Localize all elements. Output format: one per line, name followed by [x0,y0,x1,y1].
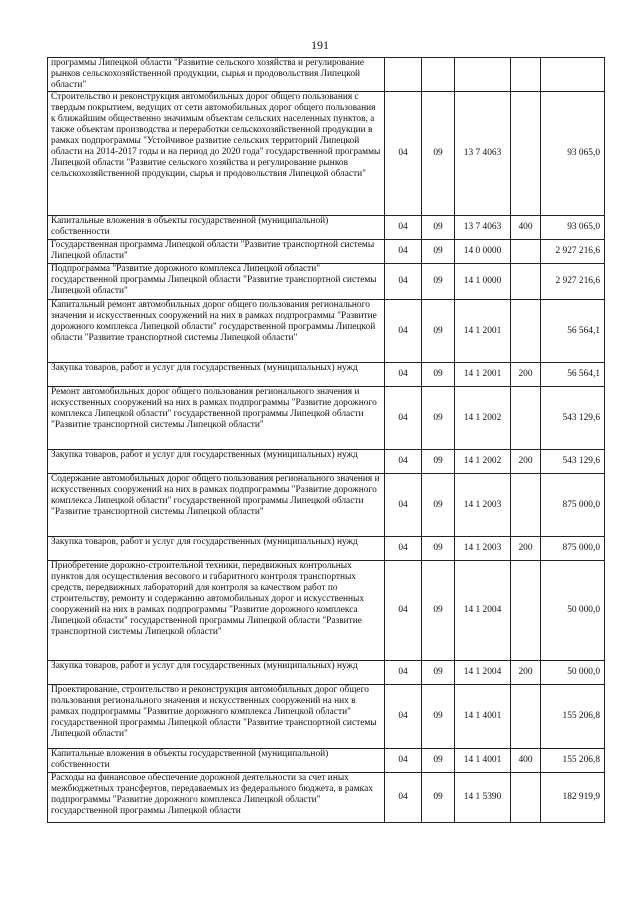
amount: 50 000,0 [541,561,605,661]
table-row [48,561,605,661]
amount: 56 564,1 [541,300,605,363]
expense-name: программы Липецкой области "Развитие сельского хозяйства и регулирование рынков сельскохозяйственной продукции, сырья и продовольствия Липецкой области" [48,58,385,92]
section-code: 04 [385,749,422,773]
article-code [455,58,511,92]
table-row [48,537,605,561]
subsection-code: 09 [422,474,455,537]
article-code: 14 1 2001 [455,363,511,387]
amount: 543 129,6 [541,387,605,450]
table-row [48,363,605,387]
subsection-code: 09 [422,450,455,474]
subsection-code: 09 [422,537,455,561]
subsection-code: 09 [422,264,455,300]
subsection-code: 09 [422,240,455,264]
amount: 543 129,6 [541,450,605,474]
table-row [48,300,605,363]
subsection-code [422,58,455,92]
subsection-code: 09 [422,300,455,363]
expense-name: Капитальные вложения в объекты государственной (муниципальной) собственности [48,749,385,773]
expense-type-code [511,474,541,537]
expense-type-code [511,561,541,661]
page-number: 191 [311,38,329,52]
article-code: 14 1 2002 [455,387,511,450]
amount: 93 065,0 [541,216,605,240]
amount: 50 000,0 [541,661,605,685]
section-code [385,58,422,92]
expense-name: Подпрограмма "Развитие дорожного комплекса Липецкой области" государственной программы Липецкой области "Развитие транспортной системы Липецкой области" [48,264,385,300]
table-row [48,685,605,749]
subsection-code: 09 [422,216,455,240]
expense-type-code [511,387,541,450]
section-code: 04 [385,92,422,216]
table-row [48,240,605,264]
article-code: 14 1 2003 [455,474,511,537]
expense-type-code [511,92,541,216]
table-row [48,474,605,537]
table-row [48,92,605,216]
budget-table [47,57,605,823]
expense-type-code [511,300,541,363]
expense-type-code: 200 [511,450,541,474]
subsection-code: 09 [422,685,455,749]
article-code: 14 1 2004 [455,661,511,685]
expense-name: Ремонт автомобильных дорог общего пользования регионального значения и искусственных сооружений на них в рамках подпрограммы "Развитие дорожного комплекса Липецкой области" государственной программы Липецкой области "Развитие транспортной системы Липецкой области" [48,387,385,450]
article-code: 13 7 4063 [455,92,511,216]
amount: 155 206,8 [541,749,605,773]
amount: 875 000,0 [541,474,605,537]
article-code: 14 1 4001 [455,749,511,773]
expense-name: Государственная программа Липецкой области "Развитие транспортной системы Липецкой области" [48,240,385,264]
section-code: 04 [385,561,422,661]
table-row [48,264,605,300]
section-code: 04 [385,363,422,387]
expense-type-code: 200 [511,661,541,685]
article-code: 14 1 2001 [455,300,511,363]
article-code: 14 1 0000 [455,264,511,300]
expense-type-code [511,264,541,300]
section-code: 04 [385,300,422,363]
subsection-code: 09 [422,749,455,773]
expense-type-code: 200 [511,537,541,561]
amount: 56 564,1 [541,363,605,387]
table-row [48,773,605,823]
section-code: 04 [385,537,422,561]
expense-name: Закупка товаров, работ и услуг для государственных (муниципальных) нужд [48,661,385,685]
amount: 93 065,0 [541,92,605,216]
subsection-code: 09 [422,773,455,823]
subsection-code: 09 [422,561,455,661]
expense-name: Закупка товаров, работ и услуг для государственных (муниципальных) нужд [48,450,385,474]
section-code: 04 [385,773,422,823]
section-code: 04 [385,240,422,264]
section-code: 04 [385,264,422,300]
section-code: 04 [385,474,422,537]
expense-name: Проектирование, строительство и реконструкция автомобильных дорог общего пользования регионального значения и искусственных сооружений на них в рамках подпрограммы "Развитие дорожного комплекса Липецкой области" государственной программы Липецкой области "Развитие транспортной системы Липецкой области" [48,685,385,749]
amount [541,58,605,92]
article-code: 14 1 4001 [455,685,511,749]
table-row [48,661,605,685]
amount: 2 927 216,6 [541,264,605,300]
expense-name: Приобретение дорожно-строительной техники, передвижных контрольных пунктов для осуществления весового и габаритного контроля транспортных средств, передвижных лабораторий для контроля за качеством работ по строительству, ремонту и содержанию автомобильных дорог и искусственных сооружений на них в рамках подпрограммы "Развитие дорожного комплекса Липецкой области" государственной программы Липецкой области "Развитие транспортной системы Липецкой области" [48,561,385,661]
expense-type-code [511,58,541,92]
expense-name: Расходы на финансовое обеспечение дорожной деятельности за счет иных межбюджетных трансфертов, передаваемых из федерального бюджета, в рамках подпрограммы "Развитие дорожного комплекса Липецкой области" государственной программы Липецкой области [48,773,385,823]
section-code: 04 [385,661,422,685]
expense-type-code: 200 [511,363,541,387]
article-code: 14 1 2002 [455,450,511,474]
table-row [48,450,605,474]
subsection-code: 09 [422,363,455,387]
section-code: 04 [385,685,422,749]
subsection-code: 09 [422,661,455,685]
article-code: 13 7 4063 [455,216,511,240]
article-code: 14 1 2003 [455,537,511,561]
expense-name: Закупка товаров, работ и услуг для государственных (муниципальных) нужд [48,537,385,561]
expense-name: Строительство и реконструкция автомобильных дорог общего пользования с твердым покрытием, ведущих от сети автомобильных дорог общего пользования к ближайшим общественно значимым объектам сельских населенных пунктов, а также объектам производства и переработки сельскохозяйственной продукции в рамках подпрограммы "Устойчивое развитие сельских территорий Липецкой области на 2014-2017 годы и на период до 2020 года" государственной программы Липецкой области "Развитие сельского хозяйства и регулирование рынков сельскохозяйственной продукции, сырья и продовольствия Липецкой области" [48,92,385,216]
expense-type-code [511,773,541,823]
expense-type-code [511,685,541,749]
table-row [48,749,605,773]
table-row [48,387,605,450]
article-code: 14 1 2004 [455,561,511,661]
expense-name: Содержание автомобильных дорог общего пользования регионального значения и искусственных сооружений на них в рамках подпрограммы "Развитие дорожного комплекса Липецкой области" государственной программы Липецкой области "Развитие транспортной системы Липецкой области" [48,474,385,537]
subsection-code: 09 [422,92,455,216]
expense-type-code [511,240,541,264]
section-code: 04 [385,216,422,240]
amount: 182 919,9 [541,773,605,823]
section-code: 04 [385,450,422,474]
subsection-code: 09 [422,387,455,450]
expense-type-code: 400 [511,749,541,773]
table-row [48,216,605,240]
table-row [48,58,605,92]
expense-name: Закупка товаров, работ и услуг для государственных (муниципальных) нужд [48,363,385,387]
article-code: 14 1 5390 [455,773,511,823]
expense-name: Капитальный ремонт автомобильных дорог общего пользования регионального значения и искусственных сооружений на них в рамках подпрограммы "Развитие дорожного комплекса Липецкой области" государственной программы Липецкой области "Развитие транспортной системы Липецкой области" [48,300,385,363]
article-code: 14 0 0000 [455,240,511,264]
amount: 2 927 216,6 [541,240,605,264]
section-code: 04 [385,387,422,450]
amount: 875 000,0 [541,537,605,561]
amount: 155 206,8 [541,685,605,749]
expense-name: Капитальные вложения в объекты государственной (муниципальной) собственности [48,216,385,240]
expense-type-code: 400 [511,216,541,240]
